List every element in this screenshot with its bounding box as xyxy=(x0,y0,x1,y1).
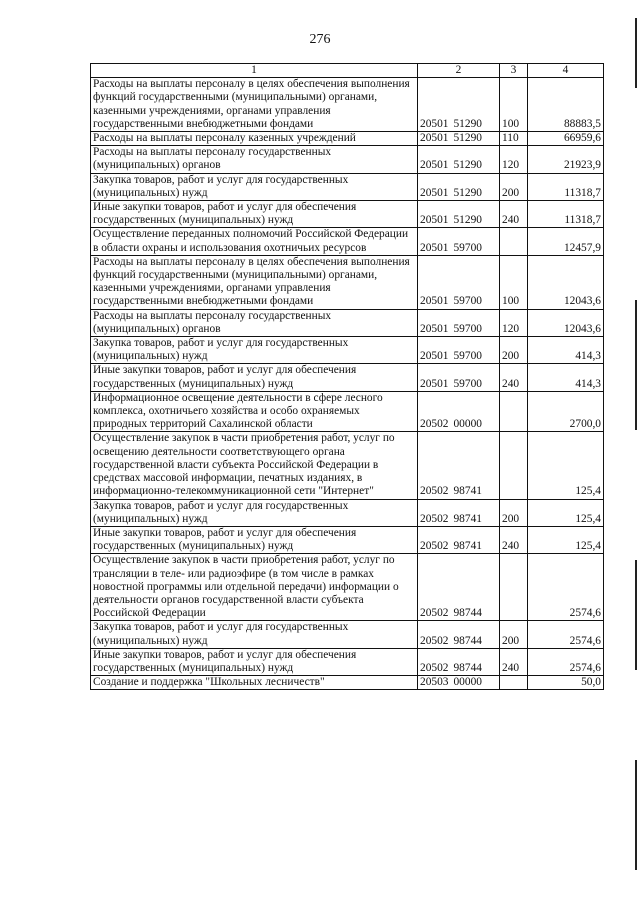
table-row xyxy=(91,391,604,432)
row-code xyxy=(418,78,500,132)
table-row xyxy=(91,132,604,146)
table-row xyxy=(91,78,604,132)
budget-table xyxy=(90,63,604,690)
code-article: 98741 xyxy=(453,485,482,498)
row-code xyxy=(418,621,500,648)
code-section: 20502 xyxy=(420,634,449,647)
table-body xyxy=(91,78,604,690)
table-row xyxy=(91,554,604,621)
row-sum: 125,4 xyxy=(528,526,604,553)
row-sum: 50,0 xyxy=(528,676,604,690)
table-row xyxy=(91,255,604,309)
code-section: 20501 xyxy=(420,295,449,308)
row-name: Иные закупки товаров, работ и услуг для обеспечения государственных (муниципальных) нужд xyxy=(91,526,418,553)
code-article: 59700 xyxy=(453,377,482,390)
row-code xyxy=(418,146,500,173)
row-name: Создание и поддержка "Школьных лесничеств" xyxy=(91,676,418,690)
table-row xyxy=(91,201,604,228)
code-article: 59700 xyxy=(453,241,482,254)
row-sum: 2574,6 xyxy=(528,554,604,621)
row-type xyxy=(500,391,528,432)
code-section: 20501 xyxy=(420,159,449,172)
row-sum: 12457,9 xyxy=(528,228,604,255)
code-section: 20502 xyxy=(420,418,449,431)
row-type: 110 xyxy=(500,132,528,146)
table-row xyxy=(91,432,604,499)
code-article: 51290 xyxy=(453,214,482,227)
row-type: 240 xyxy=(500,648,528,675)
code-article: 00000 xyxy=(453,676,482,689)
code-section: 20503 xyxy=(420,676,449,689)
code-article: 98741 xyxy=(453,540,482,553)
row-code xyxy=(418,499,500,526)
row-name: Расходы на выплаты персоналу в целях обеспечения выполнения функций государственными (муниципальными) органами, казенными учреждениями, органами управления государственными внебюджетными фондами xyxy=(91,255,418,309)
row-code xyxy=(418,228,500,255)
row-name: Расходы на выплаты персоналу в целях обеспечения выполнения функций государственными (муниципальными) органами, казенными учреждениями, органами управления государственными внебюджетными фондами xyxy=(91,78,418,132)
header-col-name: 1 xyxy=(91,64,418,78)
row-name: Закупка товаров, работ и услуг для государственных (муниципальных) нужд xyxy=(91,499,418,526)
header-row xyxy=(91,64,604,78)
scan-edge-mark xyxy=(635,560,637,670)
row-sum: 125,4 xyxy=(528,499,604,526)
row-sum: 12043,6 xyxy=(528,255,604,309)
row-code xyxy=(418,364,500,391)
row-name: Закупка товаров, работ и услуг для государственных (муниципальных) нужд xyxy=(91,173,418,200)
table-row xyxy=(91,676,604,690)
row-type: 200 xyxy=(500,499,528,526)
code-article: 59700 xyxy=(453,350,482,363)
code-section: 20502 xyxy=(420,661,449,674)
row-code xyxy=(418,526,500,553)
scan-edge-mark xyxy=(635,18,637,88)
code-article: 59700 xyxy=(453,322,482,335)
code-article: 00000 xyxy=(453,418,482,431)
code-article: 51290 xyxy=(453,117,482,130)
code-article: 98741 xyxy=(453,512,482,525)
row-code xyxy=(418,132,500,146)
code-article: 51290 xyxy=(453,132,482,145)
row-sum: 414,3 xyxy=(528,364,604,391)
row-sum: 12043,6 xyxy=(528,309,604,336)
row-code xyxy=(418,648,500,675)
row-name: Расходы на выплаты персоналу государственных (муниципальных) органов xyxy=(91,146,418,173)
row-code xyxy=(418,309,500,336)
code-article: 98744 xyxy=(453,661,482,674)
row-code xyxy=(418,676,500,690)
code-section: 20501 xyxy=(420,117,449,130)
row-sum: 21923,9 xyxy=(528,146,604,173)
code-section: 20501 xyxy=(420,186,449,199)
row-sum: 2574,6 xyxy=(528,621,604,648)
row-type xyxy=(500,676,528,690)
header-col-type: 3 xyxy=(500,64,528,78)
table-row xyxy=(91,648,604,675)
code-section: 20501 xyxy=(420,241,449,254)
header-col-sum: 4 xyxy=(528,64,604,78)
row-sum: 11318,7 xyxy=(528,173,604,200)
row-sum: 414,3 xyxy=(528,337,604,364)
row-name: Закупка товаров, работ и услуг для государственных (муниципальных) нужд xyxy=(91,621,418,648)
row-sum: 2574,6 xyxy=(528,648,604,675)
code-section: 20501 xyxy=(420,377,449,390)
row-name: Закупка товаров, работ и услуг для государственных (муниципальных) нужд xyxy=(91,337,418,364)
table-row xyxy=(91,337,604,364)
row-type: 100 xyxy=(500,255,528,309)
row-name: Иные закупки товаров, работ и услуг для обеспечения государственных (муниципальных) нужд xyxy=(91,201,418,228)
scan-edge-mark xyxy=(635,300,637,430)
header-col-code: 2 xyxy=(418,64,500,78)
row-sum: 66959,6 xyxy=(528,132,604,146)
table-row xyxy=(91,228,604,255)
table-row xyxy=(91,146,604,173)
row-type xyxy=(500,432,528,499)
table-row xyxy=(91,364,604,391)
row-code xyxy=(418,201,500,228)
row-sum: 88883,5 xyxy=(528,78,604,132)
scan-edge-mark xyxy=(635,760,637,870)
code-section: 20501 xyxy=(420,214,449,227)
row-name: Расходы на выплаты персоналу государственных (муниципальных) органов xyxy=(91,309,418,336)
row-type: 200 xyxy=(500,337,528,364)
code-article: 51290 xyxy=(453,159,482,172)
row-code xyxy=(418,173,500,200)
code-section: 20502 xyxy=(420,512,449,525)
row-name: Осуществление переданных полномочий Российской Федерации в области охраны и использования охотничьих ресурсов xyxy=(91,228,418,255)
code-section: 20502 xyxy=(420,540,449,553)
row-code xyxy=(418,432,500,499)
row-code xyxy=(418,255,500,309)
code-section: 20502 xyxy=(420,485,449,498)
page-number: 276 xyxy=(309,32,331,47)
table-row xyxy=(91,526,604,553)
row-sum: 11318,7 xyxy=(528,201,604,228)
code-article: 98744 xyxy=(453,634,482,647)
code-article: 51290 xyxy=(453,186,482,199)
row-name: Информационное освещение деятельности в сфере лесного комплекса, охотничьего хозяйства и особо охраняемых природных территорий Сахалинской области xyxy=(91,391,418,432)
code-section: 20502 xyxy=(420,607,449,620)
row-type: 120 xyxy=(500,146,528,173)
table-row xyxy=(91,499,604,526)
row-code xyxy=(418,554,500,621)
row-type: 240 xyxy=(500,526,528,553)
row-type xyxy=(500,228,528,255)
row-type: 240 xyxy=(500,364,528,391)
row-code xyxy=(418,391,500,432)
row-name: Расходы на выплаты персоналу казенных учреждений xyxy=(91,132,418,146)
code-article: 59700 xyxy=(453,295,482,308)
row-sum: 2700,0 xyxy=(528,391,604,432)
row-type xyxy=(500,554,528,621)
table-row xyxy=(91,173,604,200)
row-name: Осуществление закупок в части приобретения работ, услуг по освещению деятельности соответствующего органа государственной власти субъекта Российской Федерации в средствах массовой информации, печатных изданиях, в информационно-телекоммуникационной сети "Интернет" xyxy=(91,432,418,499)
row-type: 240 xyxy=(500,201,528,228)
code-section: 20501 xyxy=(420,322,449,335)
row-type: 200 xyxy=(500,173,528,200)
row-name: Иные закупки товаров, работ и услуг для обеспечения государственных (муниципальных) нужд xyxy=(91,364,418,391)
row-type: 200 xyxy=(500,621,528,648)
table-row xyxy=(91,309,604,336)
row-name: Осуществление закупок в части приобретения работ, услуг по трансляции в теле- или радиоэфире (в том числе в рамках новостной программы или отдельной передачи) информации о деятельности органов государственной власти субъекта Российской Федерации xyxy=(91,554,418,621)
code-section: 20501 xyxy=(420,132,449,145)
row-name: Иные закупки товаров, работ и услуг для обеспечения государственных (муниципальных) нужд xyxy=(91,648,418,675)
row-sum: 125,4 xyxy=(528,432,604,499)
row-type: 120 xyxy=(500,309,528,336)
table-row xyxy=(91,621,604,648)
row-type: 100 xyxy=(500,78,528,132)
code-section: 20501 xyxy=(420,350,449,363)
code-article: 98744 xyxy=(453,607,482,620)
row-code xyxy=(418,337,500,364)
